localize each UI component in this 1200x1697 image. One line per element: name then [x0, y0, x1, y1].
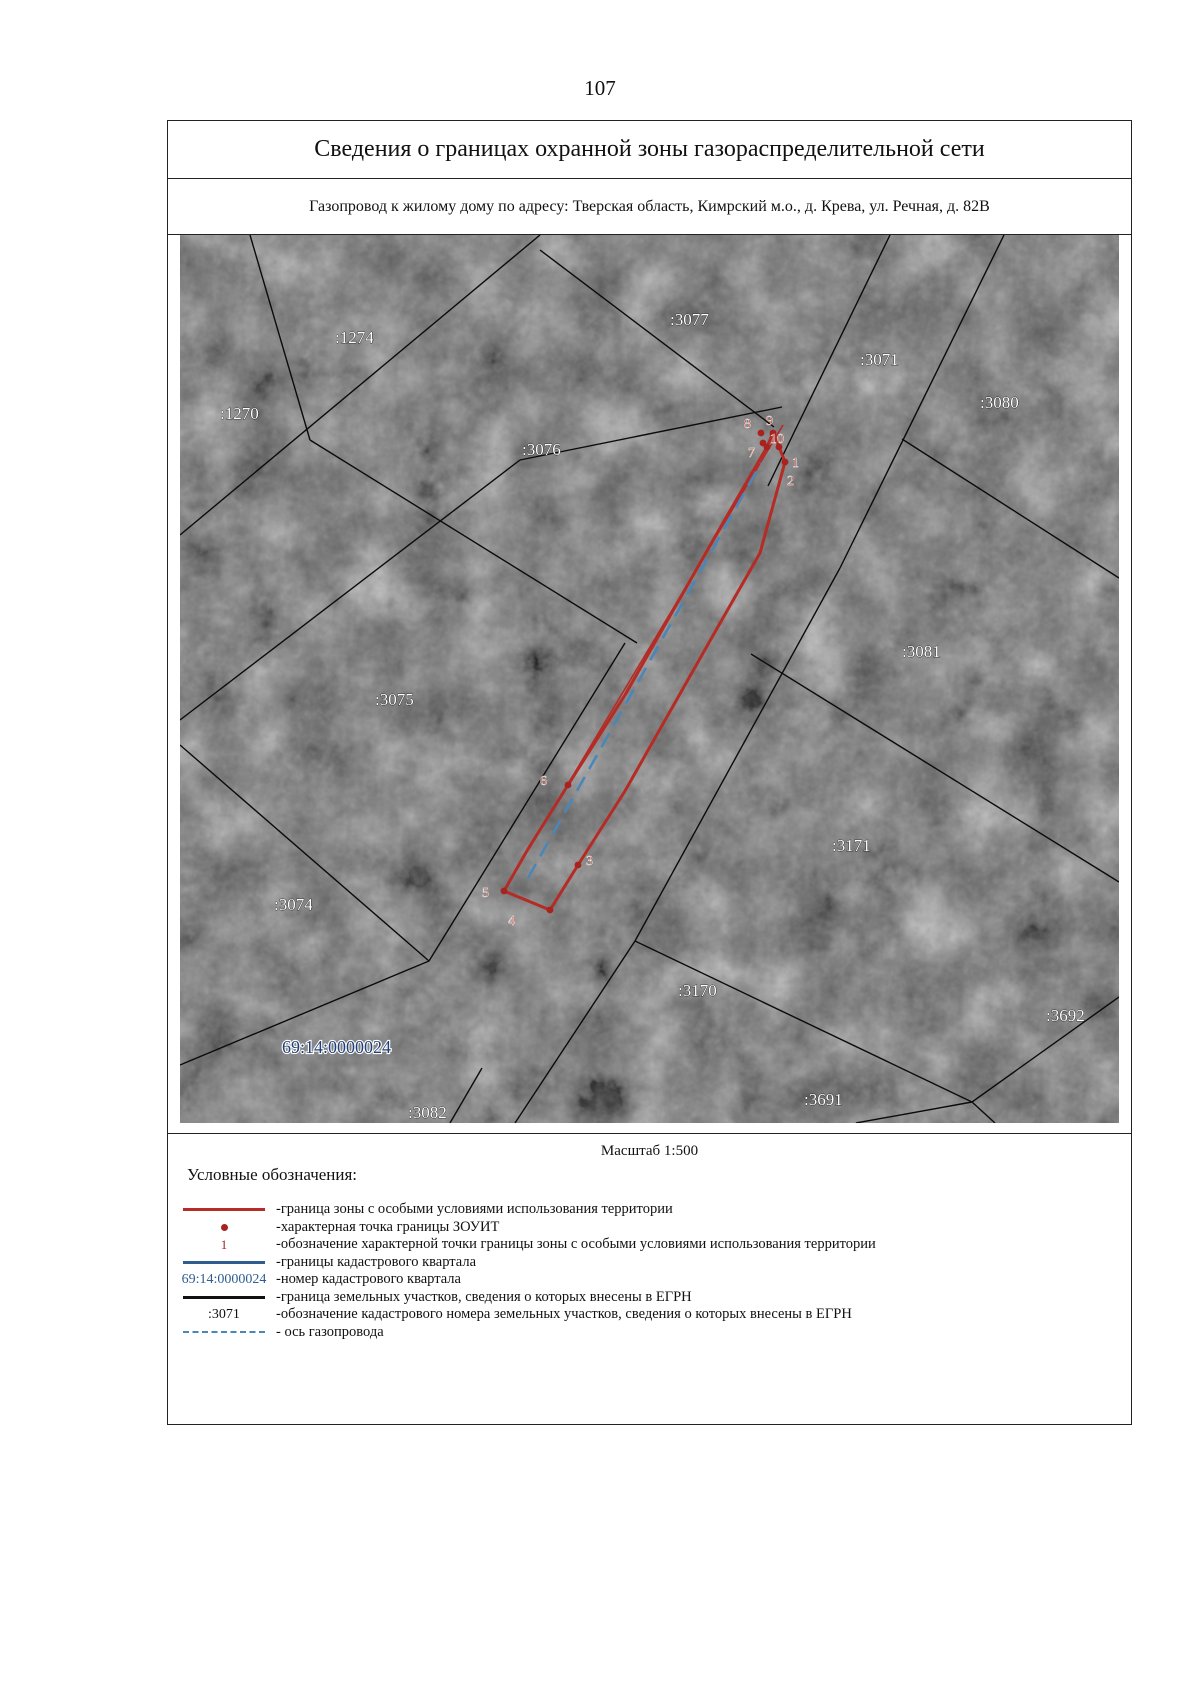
- point-label-4: 4: [508, 914, 515, 929]
- legend-text: -граница земельных участков, сведения о которых внесены в ЕГРН: [276, 1288, 692, 1305]
- legend-item-quarter-boundary: [172, 1254, 1122, 1272]
- parcel-label-3171: :3171: [832, 836, 871, 855]
- parcel-label-3081: :3081: [902, 642, 941, 661]
- point-label-3: 3: [586, 854, 593, 869]
- legend-symbol-blue-line: [172, 1254, 276, 1271]
- legend-item-zone-boundary: [172, 1201, 1122, 1219]
- parcel-label-3075: :3075: [375, 690, 414, 709]
- aerial-tone: [180, 235, 1119, 1123]
- legend-symbol-red-dot: [172, 1219, 276, 1236]
- legend-item-pipeline-axis: [172, 1324, 1122, 1342]
- legend-text: -номер кадастрового квартала: [276, 1271, 461, 1288]
- legend-symbol-dashed-line: [172, 1324, 276, 1341]
- parcel-label-3080: :3080: [980, 393, 1019, 412]
- legend-title: Условные обозначения:: [187, 1165, 358, 1184]
- legend-text: -обозначение кадастрового номера земельных участков, сведения о которых внесены в ЕГРН: [276, 1306, 852, 1323]
- point-label-6: 6: [540, 774, 547, 789]
- legend-text: -граница зоны с особыми условиями использования территории: [276, 1201, 673, 1218]
- parcel-label-3077: :3077: [670, 310, 709, 329]
- legend-text: -границы кадастрового квартала: [276, 1253, 477, 1270]
- parcel-label-3082: :3082: [408, 1103, 447, 1122]
- sheet-title: Сведения о границах охранной зоны газораспределительной сети: [168, 121, 1131, 179]
- map-bottom-border: [168, 1133, 1131, 1134]
- page-number: 107: [584, 76, 616, 100]
- parcel-label-3692: :3692: [1046, 1006, 1085, 1025]
- point-label-5: 5: [482, 886, 489, 901]
- parcel-label-3691: :3691: [804, 1090, 843, 1109]
- parcel-label-1270: :1270: [220, 404, 259, 423]
- parcel-label-3071: :3071: [860, 350, 899, 369]
- parcel-label-1274: :1274: [335, 328, 374, 347]
- legend-item-zone-point: [172, 1219, 1122, 1237]
- legend-item-quarter-number: [172, 1271, 1122, 1289]
- map-canvas: [180, 235, 1119, 1123]
- parcel-label-3170: :3170: [678, 981, 717, 1000]
- legend-item-parcel-boundary: [172, 1289, 1122, 1307]
- legend-symbol-red-number: 1: [220, 1236, 228, 1252]
- legend-text: - ось газопровода: [276, 1323, 384, 1340]
- legend-text: -характерная точка границы ЗОУИТ: [276, 1218, 500, 1235]
- legend-symbol-parcel-number: :3071: [208, 1306, 240, 1322]
- legend-symbol-quarter-number: 69:14:0000024: [181, 1271, 267, 1287]
- cadastral-quarter-label: 69:14:0000024: [282, 1037, 392, 1057]
- parcel-label-3076: :3076: [522, 440, 561, 459]
- legend: [172, 1201, 1122, 1341]
- parcel-label-3074: :3074: [274, 895, 313, 914]
- point-label-7: 7: [748, 446, 755, 461]
- point-label-10: 10: [770, 432, 784, 447]
- legend-item-point-number: [172, 1236, 1122, 1254]
- map-scale: Масштаб 1:500: [600, 1143, 699, 1159]
- point-label-1: 1: [792, 456, 799, 471]
- legend-symbol-black-line: [172, 1289, 276, 1306]
- legend-text: -обозначение характерной точки границы зоны с особыми условиями использования территории: [276, 1236, 876, 1253]
- object-address: Газопровод к жилому дому по адресу: Тверская область, Кимрский м.о., д. Крева, ул. Речная, д. 82В: [168, 179, 1131, 235]
- legend-symbol-red-line: [172, 1201, 276, 1218]
- point-label-8: 8: [744, 417, 751, 432]
- aerial-map[interactable]: [180, 235, 1119, 1123]
- point-label-2: 2: [787, 474, 794, 489]
- map-sheet-frame: [167, 120, 1132, 1425]
- point-label-9: 9: [766, 414, 773, 429]
- legend-item-parcel-number: [172, 1306, 1122, 1324]
